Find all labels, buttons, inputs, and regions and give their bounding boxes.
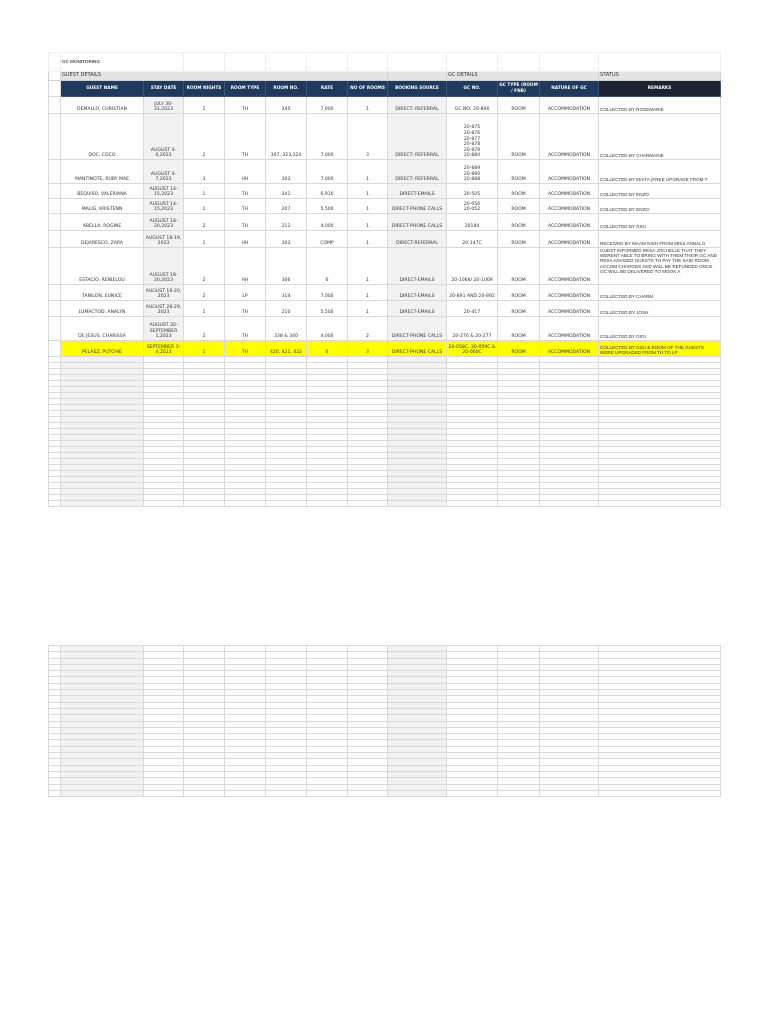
room-type-cell: LP (225, 285, 266, 301)
remarks-cell: COLLECTED BY GIGI & ROOM OF THE GUESTS WERE UPGRADED FROM TH TO LP (599, 341, 721, 357)
room-nights-cell: 2 (184, 285, 225, 301)
room-type-cell: HH (225, 248, 266, 285)
guest-name-cell: LUMACTOD, ANALYN (61, 301, 144, 317)
remarks-cell: COLLECTED BY GIGI (599, 214, 721, 231)
gc-no-cell: 20-276 & 20-277 (447, 317, 498, 341)
table-row (49, 231, 721, 248)
stay-date-cell: AUGUST 18-20, 2023 (144, 285, 184, 301)
rate-cell: 5,500 (307, 301, 348, 317)
no-of-rooms-cell: 3 (348, 114, 388, 160)
remarks-cell: COLLECTED BY ENZO (599, 199, 721, 214)
nature-of-gc-cell: ACCOMMODATION (540, 231, 599, 248)
room-no-cell: 303 (266, 231, 307, 248)
room-no-cell: 341 (266, 184, 307, 199)
booking-source-cell: DIRECT-PHONE CALLS (388, 341, 447, 357)
room-nights-cell: 1 (184, 97, 225, 114)
nature-of-gc-cell: ACCOMMODATION (540, 184, 599, 199)
room-nights-cell: 2 (184, 114, 225, 160)
nature-of-gc-cell: ACCOMMODATION (540, 160, 599, 184)
nature-of-gc-cell: ACCOMMODATION (540, 214, 599, 231)
stay-date-cell: AUGUST 18-20,2023 (144, 214, 184, 231)
stay-date-cell: AUGUST 30-SEPTEMBER 1,2023 (144, 317, 184, 341)
rate-cell: 7,000 (307, 160, 348, 184)
rate-cell: 7,000 (307, 285, 348, 301)
room-nights-cell: 2 (184, 317, 225, 341)
gc-type-cell: ROOM (498, 231, 540, 248)
remarks-cell: COLLECTED BY CHARMAINE (599, 114, 721, 160)
rate-cell: 6 (307, 248, 348, 285)
rate-cell: 0 (307, 341, 348, 357)
gc-no-cell: 20-889 20-890 20-888 (447, 160, 498, 184)
sheet-title: GC MONITORING (61, 53, 184, 72)
booking-source-cell: DIRECT-EMAILS (388, 285, 447, 301)
rate-cell: 4,000 (307, 214, 348, 231)
table-row (49, 301, 721, 317)
booking-source-cell: DIRECT-REFERRAL (388, 231, 447, 248)
table-row (49, 248, 721, 285)
guest-name-cell: DEMALLO, CHRISTIAN (61, 97, 144, 114)
guest-name-cell: TANILON, EUNICE (61, 285, 144, 301)
room-type-cell: HH (225, 231, 266, 248)
gc-no-cell: 20-505 (447, 184, 498, 199)
table-row (49, 184, 721, 199)
section-status: STATUS (599, 72, 721, 81)
room-nights-cell: 1 (184, 301, 225, 317)
room-nights-cell: 1 (184, 184, 225, 199)
section-gc-details: GC DETAILS (447, 72, 599, 81)
booking-source-cell: DIRECT- REFERRAL (388, 160, 447, 184)
room-type-cell: TH (225, 114, 266, 160)
rate-cell: 7,000 (307, 97, 348, 114)
remarks-cell: COLLECTED BY JOSH (599, 301, 721, 317)
gc-monitoring-sheet (48, 52, 721, 507)
room-type-cell: TH (225, 97, 266, 114)
room-nights-cell: 3 (184, 160, 225, 184)
no-of-rooms-cell: 1 (348, 160, 388, 184)
guest-name-cell: DEJARESCO, ZARA (61, 231, 144, 248)
gc-no-cell: 20-147C (447, 231, 498, 248)
room-no-cell: 314 (266, 285, 307, 301)
no-of-rooms-cell: 2 (348, 317, 388, 341)
guest-name-cell: BEQUISO, VALERIANA (61, 184, 144, 199)
booking-source-cell: DIRECT-PHONE CALLS (388, 199, 447, 214)
header-rate: RATE (307, 81, 348, 97)
empty-row (49, 790, 721, 796)
room-no-cell: 420, 421, 422 (266, 341, 307, 357)
stay-date-cell: AUGUST 4-6,2023 (144, 114, 184, 160)
guest-name-cell: PELAEZ, PUTCHIE (61, 341, 144, 357)
stay-date-cell: JULY 30-31,2023 (144, 97, 184, 114)
room-nights-cell: 1 (184, 199, 225, 214)
gc-no-cell: 20-891 AND 20-892 (447, 285, 498, 301)
room-type-cell: TH (225, 317, 266, 341)
nature-of-gc-cell: ACCOMMODATION (540, 301, 599, 317)
booking-source-cell: DIRECT- REFERRAL (388, 114, 447, 160)
table-row (49, 285, 721, 301)
rate-cell: 7,000 (307, 114, 348, 160)
stay-date-cell: AUGUST 18-20,2023 (144, 248, 184, 285)
booking-source-cell: DIRECT-PHONE CALLS (388, 214, 447, 231)
no-of-rooms-cell: 1 (348, 301, 388, 317)
room-no-cell: 210 (266, 301, 307, 317)
no-of-rooms-cell: 1 (348, 285, 388, 301)
no-of-rooms-cell: 1 (348, 184, 388, 199)
nature-of-gc-cell: ACCOMMODATION (540, 114, 599, 160)
gc-no-cell: 20-1068/ 20-1069 (447, 248, 498, 285)
gc-type-cell: ROOM (498, 248, 540, 285)
booking-source-cell: DIRECT-PHONE CALLS (388, 317, 447, 341)
secondary-empty-grid (48, 645, 721, 797)
room-type-cell: TH (225, 214, 266, 231)
guest-name-cell: ABELLA, ROGINE (61, 214, 144, 231)
guest-name-cell: DE JESUS, CHARISSA (61, 317, 144, 341)
empty-rows (49, 357, 721, 507)
nature-of-gc-cell: ACCOMMODATION (540, 341, 599, 357)
stay-date-cell: SEPTEMBER 3-4,2023 (144, 341, 184, 357)
stay-date-cell: AUGUST 14-15,2023 (144, 184, 184, 199)
table-row (49, 199, 721, 214)
rate-cell: 6,916 (307, 184, 348, 199)
no-of-rooms-cell: 1 (348, 214, 388, 231)
header-remarks: REMARKS (599, 81, 721, 97)
no-of-rooms-cell: 1 (348, 248, 388, 285)
table-row (49, 114, 721, 160)
header-room-type: ROOM TYPE (225, 81, 266, 97)
guest-name-cell: MALIG, KRISTENN (61, 199, 144, 214)
booking-source-cell: DIRECT-EMAILS (388, 184, 447, 199)
room-nights-cell: 2 (184, 214, 225, 231)
room-nights-cell: 1 (184, 231, 225, 248)
room-no-cell: 307, 323,324 (266, 114, 307, 160)
table-row-highlighted (49, 341, 721, 357)
header-booking-source: BOOKING SOURCE (388, 81, 447, 97)
nature-of-gc-cell: ACCOMMODATION (540, 97, 599, 114)
gc-no-cell: 20-058C, 20-059C & 20-060C (447, 341, 498, 357)
remarks-cell: COLLECTED BY GIGI (599, 317, 721, 341)
stay-date-cell: AUGUST 28-29, 2023 (144, 301, 184, 317)
gc-no-cell: GC NO: 20-896 (447, 97, 498, 114)
table-row (49, 97, 721, 114)
room-no-cell: 303 (266, 160, 307, 184)
gc-type-cell: ROOM (498, 285, 540, 301)
gc-no-cell: 20-056 20-052 (447, 199, 498, 214)
gc-type-cell: ROOM (498, 301, 540, 317)
room-type-cell: TH (225, 301, 266, 317)
section-guest-details: GUEST DETAILS (61, 72, 388, 81)
header-gc-type: GC TYPE (ROOM / FNB) (498, 81, 540, 97)
room-no-cell: 340 (266, 97, 307, 114)
no-of-rooms-cell: 1 (348, 97, 388, 114)
no-of-rooms-cell: 1 (348, 231, 388, 248)
booking-source-cell: DIRECT- REFERRAL (388, 97, 447, 114)
room-type-cell: HH (225, 160, 266, 184)
rate-cell: 5,500 (307, 199, 348, 214)
header-room-no: ROOM NO. (266, 81, 307, 97)
guest-name-cell: ESTACIO, RENIELOU (61, 248, 144, 285)
booking-source-cell: DIRECT-EMAILS (388, 248, 447, 285)
nature-of-gc-cell: ACCOMMODATION (540, 285, 599, 301)
gc-type-cell: ROOM (498, 341, 540, 357)
booking-source-cell: DIRECT-EMAILS (388, 301, 447, 317)
room-nights-cell: 2 (184, 248, 225, 285)
no-of-rooms-cell: 1 (348, 199, 388, 214)
room-type-cell: TH (225, 341, 266, 357)
gc-no-cell: 20-875 20-876 20-877 20-878 20-879 20-880 (447, 114, 498, 160)
rate-cell: 4,000 (307, 317, 348, 341)
room-no-cell: 306 (266, 248, 307, 285)
table-row (49, 317, 721, 341)
remarks-cell: COLLECTED BY MAITA (FREE UPGRADE FROM T (599, 160, 721, 184)
stay-date-cell: AUGUST 14-15,2023 (144, 199, 184, 214)
guest-name-cell: MANTINOTE, RUBY MAE (61, 160, 144, 184)
stay-date-cell: AUGUST 4-7,2023 (144, 160, 184, 184)
stay-date-cell: AUGUST 18-19, 2023 (144, 231, 184, 248)
no-of-rooms-cell: 3 (348, 341, 388, 357)
remarks-cell: COLLECTED BY CHARM (599, 285, 721, 301)
gc-type-cell: ROOM (498, 214, 540, 231)
gc-no-cell: 20184 (447, 214, 498, 231)
remarks-cell: GUEST INFORMED RESA JOCHELLE THAT THEY WERENT ABLE TO BRING WITH THEM THEIR GC AND RESA ADVISED GUESTS TO PAY THE SAID ROOM ACCOM CHARGES AND WILL BE REFUNDED ONCE GC WILL BE DELIVERED TO MOOK A (599, 248, 721, 285)
remarks-cell: RECEIVED BY MAAM NISH FROM MISS ANNALO (599, 231, 721, 248)
table-row (49, 214, 721, 231)
empty-row (49, 501, 721, 507)
gc-type-cell: ROOM (498, 97, 540, 114)
nature-of-gc-cell: ACCOMMODATION (540, 248, 599, 285)
header-room-nights: ROOM NIGHTS (184, 81, 225, 97)
nature-of-gc-cell: ACCOMMODATION (540, 199, 599, 214)
gc-type-cell: ROOM (498, 184, 540, 199)
remarks-cell: COLLECTED BY ROSEMARIE (599, 97, 721, 114)
nature-of-gc-cell: ACCOMMODATION (540, 317, 599, 341)
header-nature-of-gc: NATURE OF GC (540, 81, 599, 97)
remarks-cell: COLLECTED BY ENZO (599, 184, 721, 199)
room-no-cell: 338 & 340 (266, 317, 307, 341)
gc-type-cell: ROOM (498, 199, 540, 214)
room-nights-cell: 1 (184, 341, 225, 357)
gc-no-cell: 20-417 (447, 301, 498, 317)
gc-type-cell: ROOM (498, 114, 540, 160)
header-row (49, 81, 721, 97)
room-no-cell: 212 (266, 214, 307, 231)
header-stay-date: STAY DATE (144, 81, 184, 97)
gc-type-cell: ROOM (498, 160, 540, 184)
gc-type-cell: ROOM (498, 317, 540, 341)
room-no-cell: 207 (266, 199, 307, 214)
rate-cell: COMP (307, 231, 348, 248)
room-type-cell: TH (225, 199, 266, 214)
header-no-of-rooms: NO OF ROOMS (348, 81, 388, 97)
header-gc-no: GC NO. (447, 81, 498, 97)
header-guest-name: GUEST NAME (61, 81, 144, 97)
guest-name-cell: DOC, COCO (61, 114, 144, 160)
room-type-cell: TH (225, 184, 266, 199)
table-row (49, 160, 721, 184)
